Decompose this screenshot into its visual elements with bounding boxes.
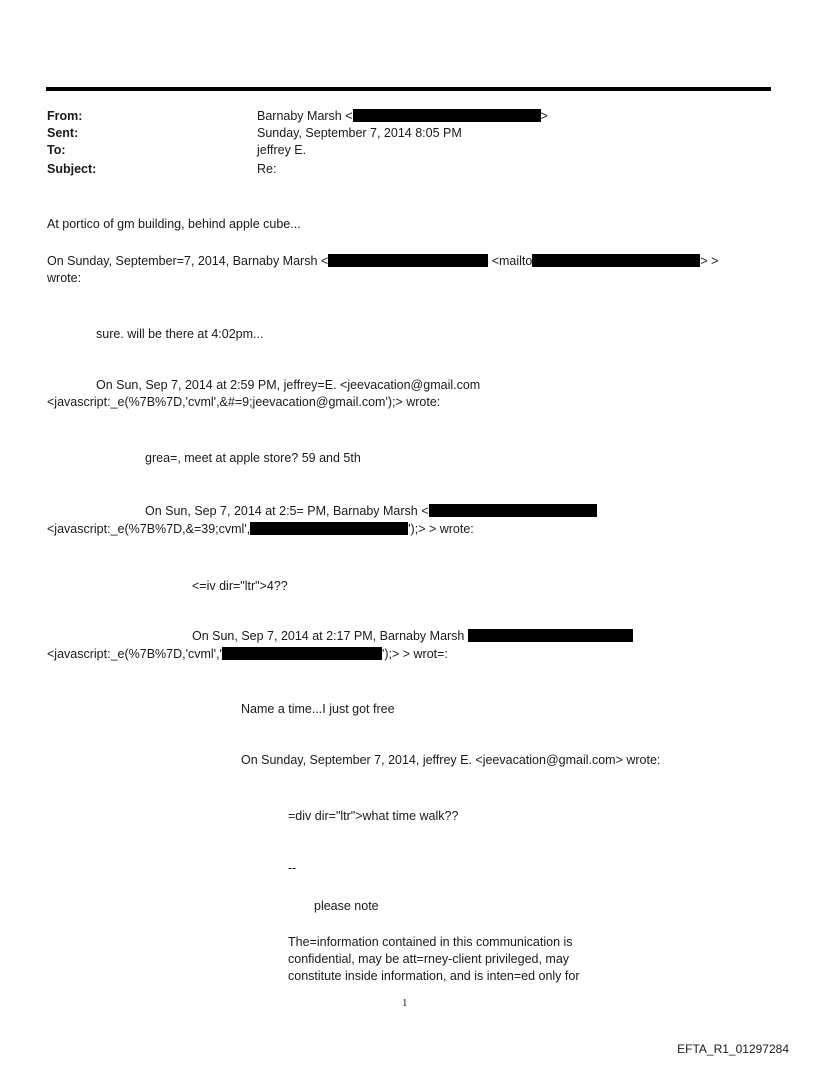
disclaimer-line: The=information contained in this communication is xyxy=(288,935,573,949)
quote-header-line: On Sun, Sep 7, 2014 at 2:5= PM, Barnaby Marsh < xyxy=(145,504,597,519)
disclaimer-line: confidential, may be att=rney-client privileged, may xyxy=(288,952,570,966)
redaction-block xyxy=(429,504,597,517)
header-rule xyxy=(46,87,771,91)
page-number: 1 xyxy=(402,997,408,1009)
signature-separator: -- xyxy=(288,861,297,875)
body-line: please note xyxy=(314,899,379,913)
quote-header-line: <javascript:_e(%7B%7D,'cvml',&#=9;jeevacation@gmail.com');> wrote: xyxy=(47,395,441,409)
body-line: sure. will be there at 4:02pm... xyxy=(96,327,264,341)
redaction-block xyxy=(250,522,408,535)
body-line: =div dir="ltr">what time walk?? xyxy=(288,809,459,823)
redaction-block xyxy=(222,647,382,660)
body-line: <=iv dir="ltr">4?? xyxy=(192,579,288,593)
redaction-block xyxy=(468,629,633,642)
quote-header-line: <javascript:_e(%7B%7D,'cvml',' ');> > wrot=: xyxy=(47,647,448,661)
subject-value: Re: xyxy=(257,162,277,176)
sent-value: Sunday, September 7, 2014 8:05 PM xyxy=(257,126,462,140)
to-value: jeffrey E. xyxy=(257,143,307,157)
quote-header-line: On Sun, Sep 7, 2014 at 2:17 PM, Barnaby Marsh xyxy=(192,629,633,644)
redaction-block xyxy=(353,109,541,122)
quote-header-line: <javascript:_e(%7B%7D,&=39;cvml', ');> > wrote: xyxy=(47,522,474,536)
quote-header-line: On Sun, Sep 7, 2014 at 2:59 PM, jeffrey=E. <jeevacation@gmail.com xyxy=(96,378,481,392)
body-line: Name a time...I just got free xyxy=(241,702,395,716)
from-value: Barnaby Marsh < > xyxy=(257,109,548,123)
from-label: From: xyxy=(47,109,83,123)
sent-label: Sent: xyxy=(47,126,79,140)
quote-header-line: On Sunday, September 7, 2014, jeffrey E. <jeevacation@gmail.com> wrote: xyxy=(241,753,661,767)
body-line: wrote: xyxy=(47,271,82,285)
body-line: grea=, meet at apple store? 59 and 5th xyxy=(145,451,361,465)
body-line: At portico of gm building, behind apple cube... xyxy=(47,217,301,231)
redaction-block xyxy=(328,254,488,267)
disclaimer-line: constitute inside information, and is inten=ed only for xyxy=(288,969,580,983)
document-id-stamp: EFTA_R1_01297284 xyxy=(677,1042,789,1056)
to-label: To: xyxy=(47,143,66,157)
quote-header-line: On Sunday, September=7, 2014, Barnaby Marsh < <mailto > > xyxy=(47,254,719,268)
redaction-block xyxy=(532,254,700,267)
subject-label: Subject: xyxy=(47,162,97,176)
